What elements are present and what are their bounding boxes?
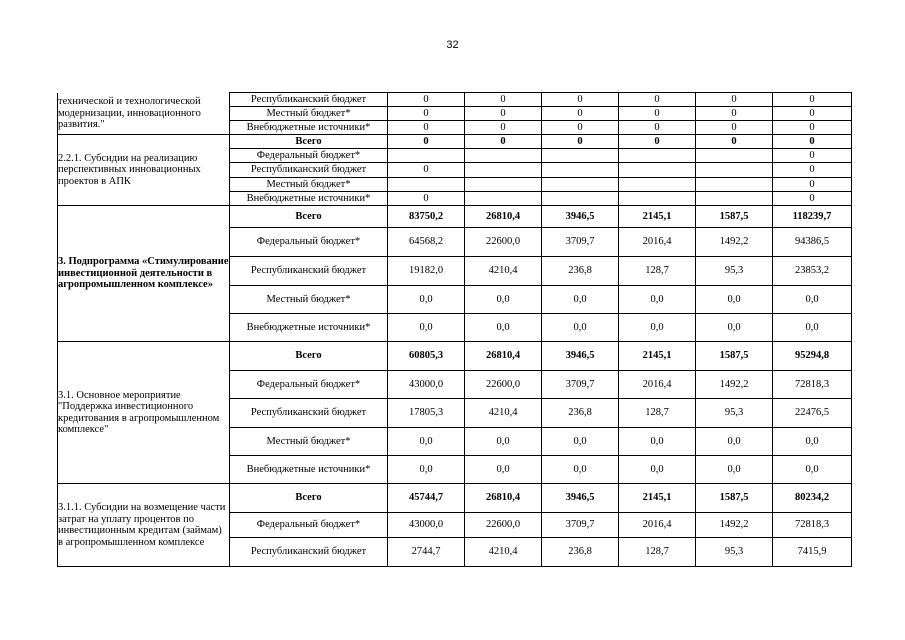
value-cell: 0,0 [773, 428, 852, 456]
value-cell: 94386,5 [773, 228, 852, 257]
value-cell: 0 [465, 121, 542, 135]
value-cell [465, 192, 542, 206]
value-cell: 0,0 [465, 428, 542, 456]
value-cell: 128,7 [619, 399, 696, 428]
value-cell: 0,0 [388, 314, 465, 342]
value-cell: 95294,8 [773, 342, 852, 371]
page-number: 32 [446, 39, 459, 51]
value-cell [465, 149, 542, 163]
value-cell: 0,0 [542, 456, 619, 484]
value-cell: 0 [388, 163, 465, 178]
value-cell: 43000,0 [388, 371, 465, 399]
value-cell: 2744,7 [388, 538, 465, 567]
value-cell: 0,0 [388, 286, 465, 314]
value-cell: 83750,2 [388, 206, 465, 228]
funding-source: Федеральный бюджет* [230, 149, 388, 163]
value-cell: 0,0 [696, 286, 773, 314]
funding-source: Внебюджетные источники* [230, 314, 388, 342]
funding-source: Внебюджетные источники* [230, 456, 388, 484]
value-cell [465, 163, 542, 178]
value-cell: 0 [388, 135, 465, 149]
value-cell: 95,3 [696, 538, 773, 567]
value-cell [619, 149, 696, 163]
value-cell: 1587,5 [696, 484, 773, 513]
value-cell: 128,7 [619, 257, 696, 286]
funding-source: Федеральный бюджет* [230, 228, 388, 257]
table-row [58, 342, 852, 371]
value-cell [619, 192, 696, 206]
value-cell: 0 [388, 121, 465, 135]
value-cell: 1492,2 [696, 371, 773, 399]
value-cell: 2145,1 [619, 206, 696, 228]
value-cell: 0,0 [542, 428, 619, 456]
value-cell: 236,8 [542, 538, 619, 567]
value-cell: 0 [773, 163, 852, 178]
value-cell: 0,0 [619, 286, 696, 314]
value-cell: 0 [696, 135, 773, 149]
value-cell: 2145,1 [619, 484, 696, 513]
value-cell: 22600,0 [465, 513, 542, 538]
value-cell [542, 163, 619, 178]
funding-source: Всего [230, 484, 388, 513]
value-cell: 0 [465, 107, 542, 121]
value-cell: 72818,3 [773, 513, 852, 538]
value-cell: 0,0 [465, 286, 542, 314]
table-row [58, 93, 852, 107]
funding-source: Всего [230, 342, 388, 371]
value-cell: 0 [696, 107, 773, 121]
section-name: 3.1. Основное мероприятие "Поддержка инвестиционного кредитования в агропромышленном комплексе" [58, 342, 230, 484]
budget-table-body [58, 93, 852, 567]
funding-source: Федеральный бюджет* [230, 513, 388, 538]
value-cell [542, 192, 619, 206]
value-cell: 0 [773, 135, 852, 149]
value-cell: 19182,0 [388, 257, 465, 286]
funding-source: Всего [230, 206, 388, 228]
funding-source: Республиканский бюджет [230, 538, 388, 567]
value-cell: 22600,0 [465, 228, 542, 257]
value-cell: 0 [696, 121, 773, 135]
value-cell: 0,0 [388, 428, 465, 456]
value-cell: 0 [542, 135, 619, 149]
value-cell: 60805,3 [388, 342, 465, 371]
value-cell: 95,3 [696, 257, 773, 286]
value-cell: 236,8 [542, 399, 619, 428]
value-cell: 0 [388, 107, 465, 121]
value-cell: 72818,3 [773, 371, 852, 399]
table-row [58, 135, 852, 149]
value-cell: 80234,2 [773, 484, 852, 513]
value-cell: 0 [465, 93, 542, 107]
funding-source: Местный бюджет* [230, 286, 388, 314]
value-cell [388, 149, 465, 163]
value-cell: 0,0 [696, 428, 773, 456]
value-cell: 1492,2 [696, 513, 773, 538]
section-name: 3. Подпрограмма «Стимулирование инвестиционной деятельности в агропромышленном комплексе» [58, 206, 230, 342]
section-name: 3.1.1. Субсидии на возмещение части затрат на уплату процентов по инвестиционным кредитам (займам) в агропромышленном комплексе [58, 484, 230, 567]
value-cell [388, 178, 465, 192]
value-cell: 0 [619, 93, 696, 107]
funding-source: Местный бюджет* [230, 178, 388, 192]
section-name: 2.2.1. Субсидии на реализацию перспективных инновационных проектов в АПК [58, 135, 230, 206]
value-cell: 3946,5 [542, 206, 619, 228]
budget-table [57, 92, 852, 567]
value-cell: 26810,4 [465, 206, 542, 228]
value-cell [696, 178, 773, 192]
value-cell [696, 163, 773, 178]
funding-source: Внебюджетные источники* [230, 121, 388, 135]
funding-source: Республиканский бюджет [230, 257, 388, 286]
funding-source: Республиканский бюджет [230, 399, 388, 428]
value-cell: 17805,3 [388, 399, 465, 428]
value-cell: 0,0 [773, 314, 852, 342]
table-row [58, 206, 852, 228]
value-cell: 2016,4 [619, 371, 696, 399]
value-cell: 0,0 [619, 314, 696, 342]
value-cell: 64568,2 [388, 228, 465, 257]
funding-source: Местный бюджет* [230, 107, 388, 121]
value-cell: 3709,7 [542, 371, 619, 399]
funding-source: Федеральный бюджет* [230, 371, 388, 399]
value-cell: 0,0 [465, 314, 542, 342]
value-cell: 0,0 [465, 456, 542, 484]
value-cell: 0,0 [696, 314, 773, 342]
value-cell: 0 [773, 178, 852, 192]
funding-source: Внебюджетные источники* [230, 192, 388, 206]
value-cell: 7415,9 [773, 538, 852, 567]
value-cell: 1587,5 [696, 206, 773, 228]
value-cell: 0 [773, 107, 852, 121]
value-cell: 2016,4 [619, 513, 696, 538]
value-cell: 4210,4 [465, 257, 542, 286]
funding-source: Местный бюджет* [230, 428, 388, 456]
value-cell [696, 149, 773, 163]
value-cell: 0,0 [542, 286, 619, 314]
value-cell [465, 178, 542, 192]
value-cell: 3946,5 [542, 484, 619, 513]
value-cell: 3709,7 [542, 513, 619, 538]
value-cell: 0,0 [619, 456, 696, 484]
value-cell: 236,8 [542, 257, 619, 286]
value-cell: 0 [388, 192, 465, 206]
section-name: технической и технологической модернизации, инновационного развития." [58, 93, 230, 135]
value-cell: 0 [773, 192, 852, 206]
value-cell: 0 [773, 149, 852, 163]
value-cell: 0 [542, 93, 619, 107]
value-cell: 2145,1 [619, 342, 696, 371]
value-cell: 0 [542, 107, 619, 121]
value-cell: 23853,2 [773, 257, 852, 286]
value-cell: 0 [388, 93, 465, 107]
value-cell [619, 163, 696, 178]
value-cell: 0 [465, 135, 542, 149]
value-cell: 0,0 [773, 286, 852, 314]
value-cell: 118239,7 [773, 206, 852, 228]
value-cell: 0 [619, 121, 696, 135]
value-cell: 45744,7 [388, 484, 465, 513]
funding-source: Республиканский бюджет [230, 163, 388, 178]
value-cell: 0,0 [542, 314, 619, 342]
value-cell: 4210,4 [465, 538, 542, 567]
value-cell: 128,7 [619, 538, 696, 567]
value-cell [619, 178, 696, 192]
funding-source: Республиканский бюджет [230, 93, 388, 107]
value-cell: 0,0 [388, 456, 465, 484]
value-cell: 3709,7 [542, 228, 619, 257]
value-cell: 3946,5 [542, 342, 619, 371]
value-cell: 0 [696, 93, 773, 107]
table-row [58, 484, 852, 513]
value-cell: 22476,5 [773, 399, 852, 428]
value-cell: 0 [542, 121, 619, 135]
value-cell: 43000,0 [388, 513, 465, 538]
value-cell: 26810,4 [465, 484, 542, 513]
value-cell: 0 [773, 93, 852, 107]
value-cell: 26810,4 [465, 342, 542, 371]
value-cell: 1587,5 [696, 342, 773, 371]
value-cell: 4210,4 [465, 399, 542, 428]
value-cell: 2016,4 [619, 228, 696, 257]
value-cell: 0 [773, 121, 852, 135]
value-cell: 1492,2 [696, 228, 773, 257]
value-cell [696, 192, 773, 206]
funding-source: Всего [230, 135, 388, 149]
value-cell [542, 178, 619, 192]
value-cell: 0 [619, 107, 696, 121]
value-cell: 0,0 [619, 428, 696, 456]
value-cell: 95,3 [696, 399, 773, 428]
value-cell: 22600,0 [465, 371, 542, 399]
value-cell [542, 149, 619, 163]
value-cell: 0,0 [773, 456, 852, 484]
value-cell: 0,0 [696, 456, 773, 484]
value-cell: 0 [619, 135, 696, 149]
